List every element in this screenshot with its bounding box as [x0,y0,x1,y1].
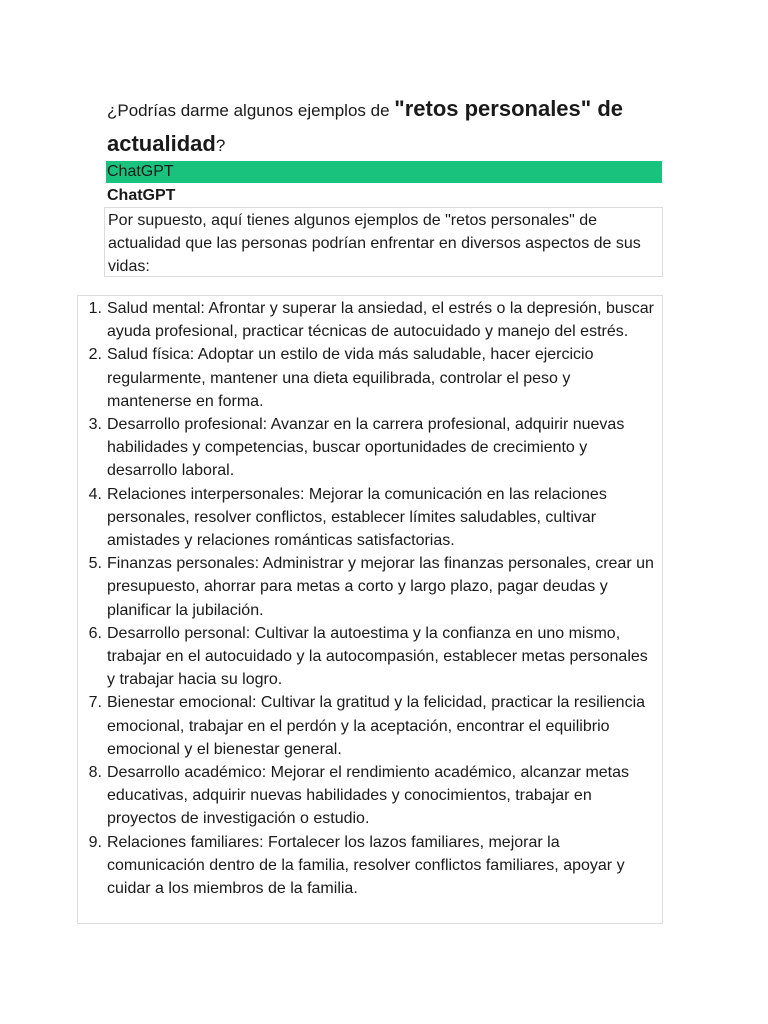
list-item-text: Relaciones interpersonales: Mejorar la comunicación en las relaciones personales, resolver conflictos, establecer límites saludables, cultivar amistades y relaciones románticas satisfactorias. [107,485,607,550]
response-intro: Por supuesto, aquí tienes algunos ejemplos de "retos personales" de actualidad que las personas podrían enfrentar en diversos aspectos de sus vidas: [104,207,663,277]
challenges-list [78,297,662,900]
list-item [78,831,662,901]
list-item-text: Desarrollo académico: Mejorar el rendimiento académico, alcanzar metas educativas, adquirir nuevas habilidades y conocimientos, trabajar en proyectos de investigación o estudio. [107,764,630,828]
list-item-number: 7. [88,694,102,712]
list-item [78,552,662,622]
response-header-bar: ChatGPT [106,161,662,183]
list-item-text: Bienestar emocional: Cultivar la gratitud y la felicidad, practicar la resiliencia emocional, trabajar en el perdón y la aceptación, encontrar el equilibrio emocional y el bienestar general. [107,694,646,758]
list-item-number: 1. [88,300,102,317]
list-item-number: 5. [88,555,102,573]
challenges-list-box [77,295,663,924]
list-item-number: 6. [88,624,102,642]
question-prefix: ¿Podrías darme algunos ejemplos de [107,101,395,120]
user-question [107,92,667,162]
list-item-text: Desarrollo profesional: Avanzar en la carrera profesional, adquirir nuevas habilidades y competencias, buscar oportunidades de crecimiento y desarrollo laboral. [107,416,625,480]
list-item-number: 2. [88,346,102,364]
list-item-text: Desarrollo personal: Cultivar la autoestima y la confianza en uno mismo, trabajar en el autocuidado y la autocompasión, establecer metas personales y trabajar hacia su logro. [107,624,648,689]
list-item-number: 4. [88,485,102,503]
response-author-label: ChatGPT [107,187,176,204]
question-suffix: ? [215,136,226,155]
list-item-number: 9. [88,833,102,851]
list-item [78,413,662,483]
list-item-number: 3. [88,416,102,434]
list-item [78,691,662,761]
list-item [78,761,662,831]
list-item [78,297,662,343]
list-item-text: Salud mental: Afrontar y superar la ansiedad, el estrés o la depresión, buscar ayuda profesional, practicar técnicas de autocuidado y manejo del estrés. [107,300,654,341]
list-item-text: Relaciones familiares: Fortalecer los lazos familiares, mejorar la comunicación dentro de la familia, resolver conflictos familiares, apoyar y cuidar a los miembros de la familia. [107,833,625,898]
list-item-text: Finanzas personales: Administrar y mejorar las finanzas personales, crear un presupuesto, ahorrar para metas a corto y largo plazo, pagar deudas y planificar la jubilación. [107,555,654,619]
list-item-text: Salud física: Adoptar un estilo de vida más saludable, hacer ejercicio regularmente, mantener una dieta equilibrada, controlar el peso y mantenerse en forma. [107,346,594,410]
list-item [78,483,662,553]
list-item [78,343,662,413]
list-item-number: 8. [88,764,102,782]
list-item [78,622,662,692]
question-emphasis: "retos personales" de actualidad [107,96,623,156]
